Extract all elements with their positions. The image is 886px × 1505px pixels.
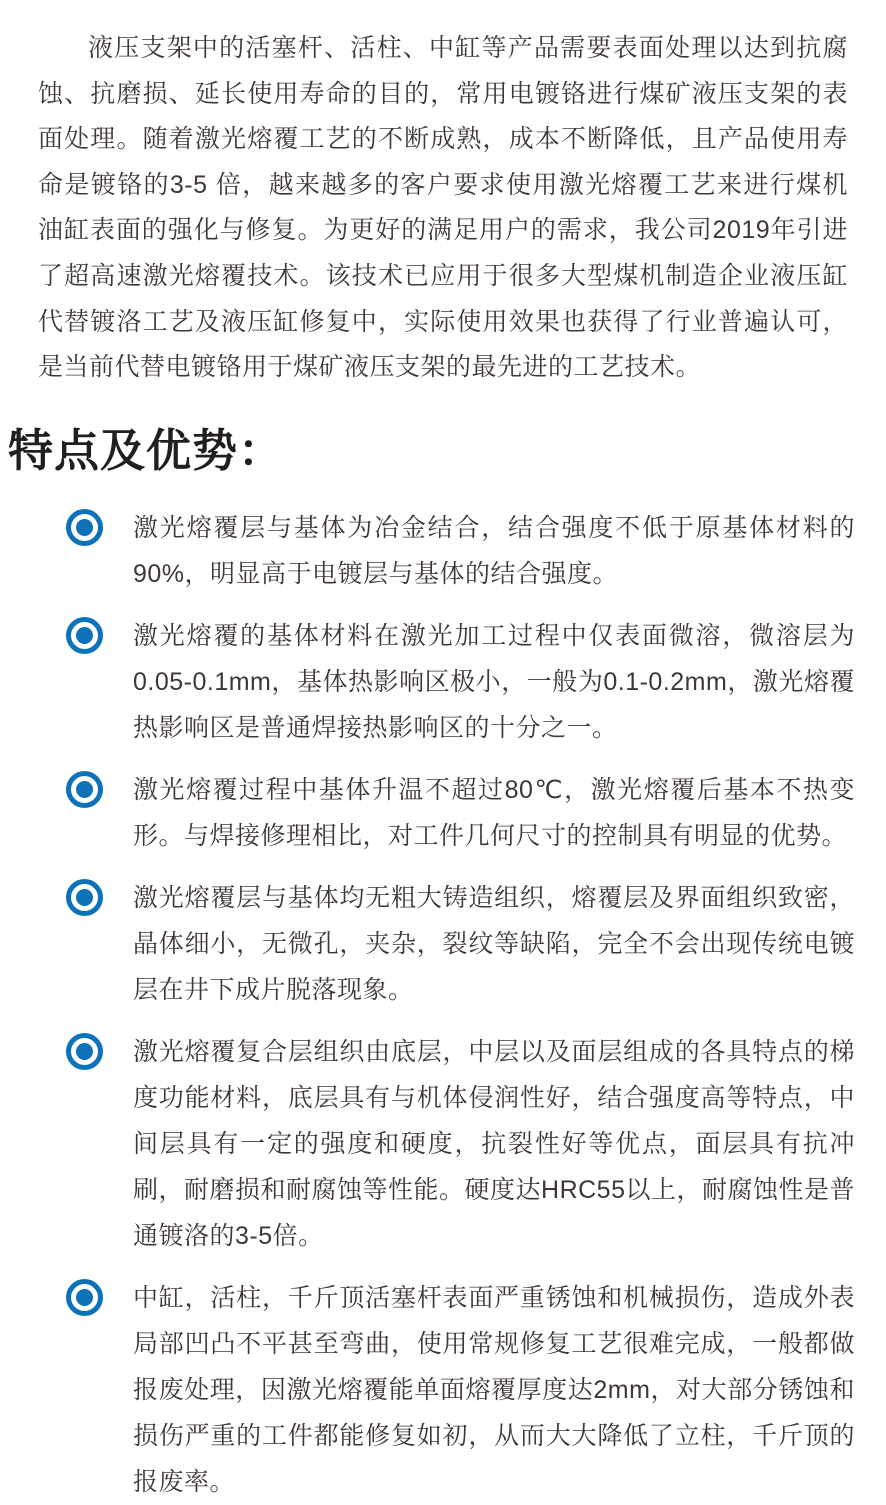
radio-selected-icon <box>66 879 103 916</box>
intro-paragraph: 液压支架中的活塞杆、活柱、中缸等产品需要表面处理以达到抗腐蚀、抗磨损、延长使用寿命的目的，常用电镀铬进行煤矿液压支架的表面处理。随着激光熔覆工艺的不断成熟，成本不断降低，且产品使用寿命是镀铬的3-5 倍，越来越多的客户要求使用激光熔覆工艺来进行煤机油缸表面的强化与修复。为更好的满足用户的需求，我公司2019年引进了超高速激光熔覆技术。该技术已应用于很多大型煤机制造企业液压缸代替镀洛工艺及液压缸修复中，实际使用效果也获得了行业普遍认可，是当前代替电镀铬用于煤矿液压支架的最先进的工艺技术。 <box>38 34 848 382</box>
feature-item <box>66 1275 855 1505</box>
feature-item <box>66 875 855 1013</box>
radio-selected-icon <box>66 617 103 654</box>
feature-text: 激光熔覆层与基体为冶金结合，结合强度不低于原基体材料的90%，明显高于电镀层与基体的结合强度。 <box>133 513 855 588</box>
feature-text: 激光熔覆复合层组织由底层，中层以及面层组成的各具特点的梯度功能材料，底层具有与机体侵润性好，结合强度高等特点，中间层具有一定的强度和硬度，抗裂性好等优点，面层具有抗冲刷，耐磨损和耐腐蚀等性能。硬度达HRC55以上，耐腐蚀性是普通镀洛的3-5倍。 <box>133 1037 855 1250</box>
feature-item <box>66 613 855 751</box>
radio-dot-icon <box>76 1043 93 1060</box>
radio-selected-icon <box>66 1279 103 1316</box>
feature-item <box>66 1029 855 1259</box>
radio-dot-icon <box>76 781 93 798</box>
radio-dot-icon <box>76 627 93 644</box>
feature-text: 中缸，活柱，千斤顶活塞杆表面严重锈蚀和机械损伤，造成外表局部凹凸不平甚至弯曲，使用常规修复工艺很难完成，一般都做报废处理，因激光熔覆能单面熔覆厚度达2mm，对大部分锈蚀和损伤严重的工件都能修复如初，从而大大降低了立柱，千斤顶的报废率。 <box>133 1283 855 1496</box>
feature-item <box>66 505 855 597</box>
radio-selected-icon <box>66 1033 103 1070</box>
feature-text: 激光熔覆的基体材料在激光加工过程中仅表面微溶，微溶层为0.05-0.1mm，基体热影响区极小，一般为0.1-0.2mm，激光熔覆热影响区是普通焊接热影响区的十分之一。 <box>133 621 855 742</box>
radio-selected-icon <box>66 509 103 546</box>
radio-selected-icon <box>66 771 103 808</box>
section-heading: 特点及优势： <box>8 424 285 476</box>
feature-text: 激光熔覆过程中基体升温不超过80℃，激光熔覆后基本不热变形。与焊接修理相比，对工件几何尺寸的控制具有明显的优势。 <box>133 775 855 850</box>
feature-item <box>66 767 855 859</box>
features-list <box>0 505 886 1505</box>
radio-dot-icon <box>76 1289 93 1306</box>
radio-dot-icon <box>76 519 93 536</box>
document-page <box>0 26 886 1496</box>
radio-dot-icon <box>76 889 93 906</box>
feature-text: 激光熔覆层与基体均无粗大铸造组织，熔覆层及界面组织致密，晶体细小，无微孔，夹杂，裂纹等缺陷，完全不会出现传统电镀层在井下成片脱落现象。 <box>133 883 855 1004</box>
